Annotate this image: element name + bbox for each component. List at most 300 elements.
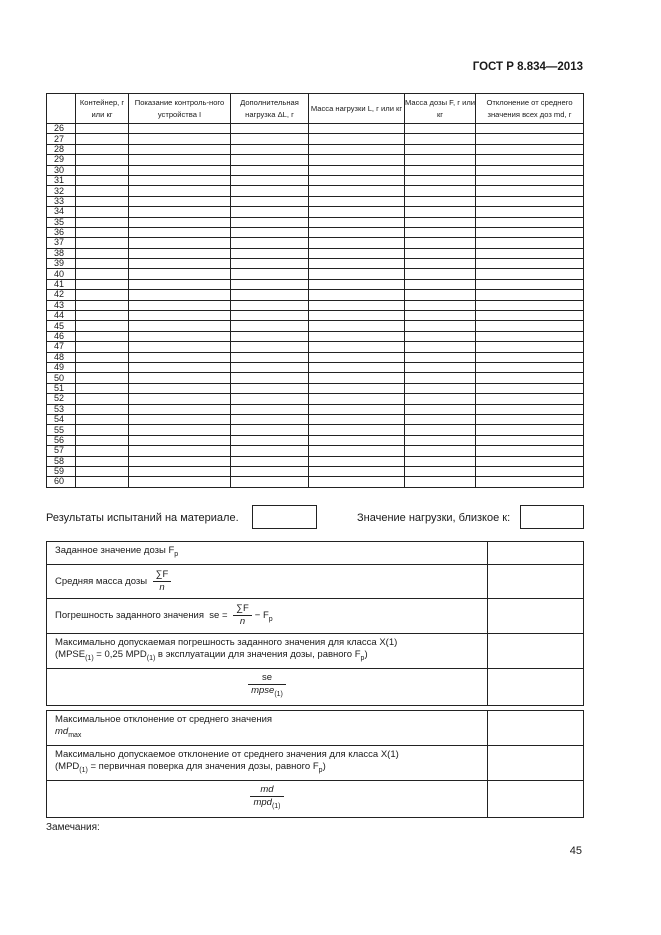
- table-cell[interactable]: [76, 290, 129, 300]
- row-number: 43: [47, 300, 76, 310]
- material-input-box[interactable]: [252, 505, 317, 529]
- table-cell[interactable]: [129, 196, 231, 206]
- value-cell[interactable]: [488, 598, 584, 633]
- table-cell[interactable]: [405, 134, 476, 144]
- table-cell[interactable]: [129, 227, 231, 237]
- table-cell[interactable]: [231, 331, 309, 341]
- table-cell[interactable]: [231, 404, 309, 414]
- table-cell[interactable]: [405, 290, 476, 300]
- table-cell[interactable]: [476, 207, 584, 217]
- table-cell[interactable]: [231, 134, 309, 144]
- table-cell[interactable]: [476, 311, 584, 321]
- table-row: [47, 425, 584, 435]
- table-cell[interactable]: [76, 124, 129, 134]
- table-row: [47, 456, 584, 466]
- table-row: [47, 466, 584, 476]
- table-row: [47, 633, 584, 668]
- table-cell[interactable]: [309, 446, 405, 456]
- table-row: [47, 269, 584, 279]
- table-cell[interactable]: [476, 155, 584, 165]
- table-cell[interactable]: [476, 248, 584, 258]
- table-cell[interactable]: [76, 217, 129, 227]
- table-cell[interactable]: [231, 477, 309, 487]
- table-cell[interactable]: [231, 227, 309, 237]
- table-cell[interactable]: [476, 134, 584, 144]
- table-cell[interactable]: [76, 456, 129, 466]
- table-row: [47, 745, 584, 780]
- table-cell[interactable]: [129, 414, 231, 424]
- table-cell[interactable]: [405, 300, 476, 310]
- table-row: [47, 564, 584, 598]
- table-cell[interactable]: [76, 259, 129, 269]
- table-cell[interactable]: [476, 394, 584, 404]
- row-number: 36: [47, 227, 76, 237]
- table-cell[interactable]: [309, 466, 405, 476]
- table-cell[interactable]: [129, 124, 231, 134]
- table-cell[interactable]: [129, 155, 231, 165]
- table-cell[interactable]: [129, 321, 231, 331]
- table-cell[interactable]: [76, 300, 129, 310]
- table-cell[interactable]: [309, 238, 405, 248]
- table-cell[interactable]: [76, 414, 129, 424]
- table-row: [47, 331, 584, 341]
- table-row: [47, 383, 584, 393]
- notes-label: Замечания:: [46, 822, 100, 833]
- table-cell[interactable]: [405, 196, 476, 206]
- row-number: 44: [47, 311, 76, 321]
- table-cell[interactable]: [309, 144, 405, 154]
- table-cell[interactable]: [476, 331, 584, 341]
- table-cell[interactable]: [76, 394, 129, 404]
- value-cell[interactable]: [488, 633, 584, 668]
- table-cell[interactable]: [76, 373, 129, 383]
- table-row: [47, 352, 584, 362]
- table-row: [47, 165, 584, 175]
- table-cell[interactable]: [231, 165, 309, 175]
- table-cell[interactable]: [76, 425, 129, 435]
- table-cell[interactable]: [76, 196, 129, 206]
- table-cell[interactable]: [405, 446, 476, 456]
- table-cell[interactable]: [476, 175, 584, 185]
- row-number: 45: [47, 321, 76, 331]
- table-cell[interactable]: [129, 383, 231, 393]
- table-cell[interactable]: [76, 134, 129, 144]
- table-cell[interactable]: [476, 217, 584, 227]
- table-cell[interactable]: [76, 279, 129, 289]
- row-number: 46: [47, 331, 76, 341]
- table-cell[interactable]: [231, 466, 309, 476]
- table-cell[interactable]: [76, 238, 129, 248]
- table-cell[interactable]: [129, 259, 231, 269]
- table-cell[interactable]: [309, 477, 405, 487]
- table-cell[interactable]: [231, 207, 309, 217]
- row-number: 29: [47, 155, 76, 165]
- table-cell[interactable]: [476, 456, 584, 466]
- table-cell[interactable]: [231, 144, 309, 154]
- table-cell[interactable]: [405, 352, 476, 362]
- table-cell[interactable]: [405, 248, 476, 258]
- value-cell[interactable]: [488, 711, 584, 746]
- table-cell[interactable]: [476, 477, 584, 487]
- table-cell[interactable]: [231, 311, 309, 321]
- table-cell[interactable]: [309, 300, 405, 310]
- table-cell[interactable]: [405, 477, 476, 487]
- table-cell[interactable]: [309, 124, 405, 134]
- table-cell[interactable]: [76, 435, 129, 445]
- table-cell[interactable]: [309, 404, 405, 414]
- table-cell[interactable]: [129, 207, 231, 217]
- table-cell[interactable]: [129, 342, 231, 352]
- table-cell[interactable]: [405, 238, 476, 248]
- table-row: [47, 217, 584, 227]
- table-cell[interactable]: [405, 373, 476, 383]
- table-cell[interactable]: [309, 186, 405, 196]
- row-number: 38: [47, 248, 76, 258]
- table-cell[interactable]: [476, 144, 584, 154]
- table-cell[interactable]: [76, 155, 129, 165]
- table-row: [47, 321, 584, 331]
- table-cell[interactable]: [231, 352, 309, 362]
- table-cell[interactable]: [129, 134, 231, 144]
- table-cell[interactable]: [309, 269, 405, 279]
- table-cell[interactable]: [231, 175, 309, 185]
- row-number: 37: [47, 238, 76, 248]
- table-cell[interactable]: [309, 394, 405, 404]
- row-number: 30: [47, 165, 76, 175]
- table-cell[interactable]: [129, 477, 231, 487]
- table-cell[interactable]: [129, 446, 231, 456]
- table-cell[interactable]: [129, 175, 231, 185]
- table-cell[interactable]: [405, 124, 476, 134]
- row-number: 26: [47, 124, 76, 134]
- table-cell[interactable]: [231, 238, 309, 248]
- row-number: 51: [47, 383, 76, 393]
- table-cell[interactable]: [476, 227, 584, 237]
- table-cell[interactable]: [476, 321, 584, 331]
- table-row: [47, 780, 584, 817]
- se-over-mpse-formula: $\frac{se}{mpse_{(1)}}$: [248, 672, 286, 701]
- results-material-label: Результаты испытаний на материале.: [46, 512, 239, 524]
- table-cell[interactable]: [309, 279, 405, 289]
- table-row: [47, 134, 584, 144]
- table-cell[interactable]: [309, 155, 405, 165]
- table-cell[interactable]: [309, 290, 405, 300]
- table-cell[interactable]: [405, 394, 476, 404]
- table-cell[interactable]: [231, 124, 309, 134]
- table-cell[interactable]: [405, 279, 476, 289]
- table-cell[interactable]: [476, 290, 584, 300]
- table-cell[interactable]: [231, 342, 309, 352]
- table-cell[interactable]: [476, 300, 584, 310]
- document-id: ГОСТ Р 8.834—2013: [472, 61, 583, 73]
- load-input-box[interactable]: [520, 505, 584, 529]
- table-cell[interactable]: [129, 217, 231, 227]
- table-cell[interactable]: [476, 362, 584, 372]
- row-number: 53: [47, 404, 76, 414]
- value-cell[interactable]: [488, 564, 584, 598]
- table-cell[interactable]: [129, 352, 231, 362]
- col-header-container: Контейнер, г или кг: [76, 94, 129, 124]
- table-cell[interactable]: [231, 425, 309, 435]
- table-row: [47, 279, 584, 289]
- table-row: [47, 342, 584, 352]
- table-cell[interactable]: [309, 175, 405, 185]
- table-cell[interactable]: [76, 383, 129, 393]
- col-header-indicator: Показание контроль-ного устройства I: [129, 94, 231, 124]
- table-cell[interactable]: [231, 186, 309, 196]
- table-cell[interactable]: [309, 196, 405, 206]
- table-cell[interactable]: [476, 259, 584, 269]
- table-row: [47, 300, 584, 310]
- table-cell[interactable]: [129, 279, 231, 289]
- table-row: [47, 186, 584, 196]
- value-cell[interactable]: [488, 668, 584, 705]
- table-cell[interactable]: [76, 321, 129, 331]
- table-cell[interactable]: [231, 269, 309, 279]
- table-cell[interactable]: [309, 425, 405, 435]
- table-cell[interactable]: [309, 217, 405, 227]
- row-number: 48: [47, 352, 76, 362]
- table-cell[interactable]: [405, 165, 476, 175]
- table-row: [47, 477, 584, 487]
- table-cell[interactable]: [309, 352, 405, 362]
- table-cell[interactable]: [76, 227, 129, 237]
- table-row: [47, 668, 584, 705]
- table-cell[interactable]: [476, 435, 584, 445]
- value-cell[interactable]: [488, 745, 584, 780]
- table-cell[interactable]: [129, 394, 231, 404]
- dose-error-table: [46, 541, 584, 706]
- table-cell[interactable]: [476, 269, 584, 279]
- table-cell[interactable]: [405, 175, 476, 185]
- table-cell[interactable]: [476, 466, 584, 476]
- table-cell[interactable]: [231, 279, 309, 289]
- table-cell[interactable]: [405, 425, 476, 435]
- table-cell[interactable]: [476, 383, 584, 393]
- table-cell[interactable]: [231, 155, 309, 165]
- table-cell[interactable]: [76, 175, 129, 185]
- table-cell[interactable]: [309, 435, 405, 445]
- table-cell[interactable]: [129, 144, 231, 154]
- table-row: [47, 542, 584, 565]
- table-cell[interactable]: [129, 425, 231, 435]
- table-cell[interactable]: [405, 404, 476, 414]
- table-cell[interactable]: [231, 196, 309, 206]
- table-cell[interactable]: [476, 124, 584, 134]
- table-row: [47, 144, 584, 154]
- table-cell[interactable]: [476, 373, 584, 383]
- table-cell[interactable]: [405, 144, 476, 154]
- table-row: [47, 248, 584, 258]
- table-cell[interactable]: [405, 155, 476, 165]
- table-cell[interactable]: [476, 446, 584, 456]
- table-cell[interactable]: [476, 279, 584, 289]
- table-cell[interactable]: [476, 196, 584, 206]
- table-cell[interactable]: [309, 362, 405, 372]
- table-cell[interactable]: [476, 186, 584, 196]
- table-row: [47, 711, 584, 746]
- table-cell[interactable]: [231, 456, 309, 466]
- col-header-deviation: Отклонение от среднего значения всех доз md, г: [476, 94, 584, 124]
- table-cell[interactable]: [231, 259, 309, 269]
- table-cell[interactable]: [231, 321, 309, 331]
- table-cell[interactable]: [405, 227, 476, 237]
- table-cell[interactable]: [129, 269, 231, 279]
- table-cell[interactable]: [129, 404, 231, 414]
- table-cell[interactable]: [309, 248, 405, 258]
- table-cell[interactable]: [129, 373, 231, 383]
- table-cell[interactable]: [129, 186, 231, 196]
- table-cell[interactable]: [231, 446, 309, 456]
- table-cell[interactable]: [405, 331, 476, 341]
- table-cell[interactable]: [405, 456, 476, 466]
- table-cell[interactable]: [76, 362, 129, 372]
- table-cell[interactable]: [231, 217, 309, 227]
- row-number: 56: [47, 435, 76, 445]
- table-cell[interactable]: [231, 383, 309, 393]
- avg-mass-cell: Средняя масса дозы $\frac{\sum F}{n}$: [47, 564, 488, 598]
- table-cell[interactable]: [129, 331, 231, 341]
- md-over-mpd-formula: $\frac{md}{mpd_{(1)}}$: [250, 784, 283, 813]
- table-cell[interactable]: [309, 259, 405, 269]
- table-row: [47, 155, 584, 165]
- table-row: [47, 124, 584, 134]
- sum-f-over-n-formula: $\frac{\sum F}{n}$: [153, 569, 172, 594]
- table-cell[interactable]: [476, 238, 584, 248]
- table-cell[interactable]: [309, 331, 405, 341]
- table-row: [47, 227, 584, 237]
- row-number: 42: [47, 290, 76, 300]
- table-cell[interactable]: [76, 352, 129, 362]
- table-cell[interactable]: [76, 144, 129, 154]
- md-max-cell: Максимальное отклонение от среднего значения $md_{max}$: [47, 711, 488, 746]
- ratio-md-cell: [47, 780, 488, 817]
- table-cell[interactable]: [405, 259, 476, 269]
- mpd-cell: Максимально допускаемое отклонение от среднего значения для класса X(1) ($MPD_{(1)}$ = первичная поверка для значения дозы, равного $F_р$): [47, 745, 488, 780]
- table-cell[interactable]: [76, 446, 129, 456]
- table-cell[interactable]: [309, 456, 405, 466]
- table-cell[interactable]: [231, 300, 309, 310]
- table-cell[interactable]: [231, 248, 309, 258]
- table-cell[interactable]: [309, 311, 405, 321]
- table-cell[interactable]: [129, 456, 231, 466]
- ratio-se-cell: [47, 668, 488, 705]
- table-cell[interactable]: [231, 290, 309, 300]
- table-cell[interactable]: [76, 248, 129, 258]
- row-number: 52: [47, 394, 76, 404]
- deviation-table: [46, 710, 584, 818]
- table-cell[interactable]: [76, 207, 129, 217]
- table-cell[interactable]: [76, 477, 129, 487]
- table-row: [47, 446, 584, 456]
- table-cell[interactable]: [476, 404, 584, 414]
- table-cell[interactable]: [129, 290, 231, 300]
- table-cell[interactable]: [309, 414, 405, 424]
- table-cell[interactable]: [76, 342, 129, 352]
- table-cell[interactable]: [309, 227, 405, 237]
- table-cell[interactable]: [231, 394, 309, 404]
- table-cell[interactable]: [405, 466, 476, 476]
- table-cell[interactable]: [309, 321, 405, 331]
- table-cell[interactable]: [129, 435, 231, 445]
- table-row: [47, 598, 584, 633]
- table-row: [47, 435, 584, 445]
- se-formula: $\frac{\sum F}{n}$: [233, 603, 252, 628]
- table-cell[interactable]: [76, 466, 129, 476]
- row-number: 60: [47, 477, 76, 487]
- table-row: [47, 238, 584, 248]
- table-cell[interactable]: [129, 466, 231, 476]
- col-header-dose-mass: Масса дозы F, г или кг: [405, 94, 476, 124]
- table-cell[interactable]: [405, 311, 476, 321]
- table-row: [47, 414, 584, 424]
- table-cell[interactable]: [231, 362, 309, 372]
- table-cell[interactable]: [405, 269, 476, 279]
- table-cell[interactable]: [405, 435, 476, 445]
- table-cell[interactable]: [476, 425, 584, 435]
- load-value-label: Значение нагрузки, близкое к:: [357, 512, 511, 524]
- table-cell[interactable]: [405, 342, 476, 352]
- table-cell[interactable]: [129, 238, 231, 248]
- table-cell[interactable]: [231, 373, 309, 383]
- table-cell[interactable]: [405, 362, 476, 372]
- table-cell[interactable]: [231, 435, 309, 445]
- table-cell[interactable]: [76, 186, 129, 196]
- row-number: 59: [47, 466, 76, 476]
- row-number: 33: [47, 196, 76, 206]
- table-cell[interactable]: [309, 342, 405, 352]
- table-cell[interactable]: [76, 165, 129, 175]
- table-cell[interactable]: [309, 134, 405, 144]
- error-cell: Погрешность заданного значения se = $\frac{\sum F}{n}$ − $F_р$: [47, 598, 488, 633]
- value-cell[interactable]: [488, 780, 584, 817]
- table-cell[interactable]: [76, 269, 129, 279]
- table-cell[interactable]: [405, 186, 476, 196]
- table-cell[interactable]: [129, 311, 231, 321]
- table-cell[interactable]: [129, 362, 231, 372]
- table-cell[interactable]: [129, 165, 231, 175]
- table-row: [47, 207, 584, 217]
- table-cell[interactable]: [405, 383, 476, 393]
- table-cell[interactable]: [405, 207, 476, 217]
- table-cell[interactable]: [405, 217, 476, 227]
- table-cell[interactable]: [476, 352, 584, 362]
- table-row: [47, 362, 584, 372]
- table-cell[interactable]: [405, 321, 476, 331]
- table-cell[interactable]: [231, 414, 309, 424]
- col-header-extra-load: Дополнительная нагрузка ΔL, г: [231, 94, 309, 124]
- table-cell[interactable]: [309, 165, 405, 175]
- row-number: 58: [47, 456, 76, 466]
- table-cell[interactable]: [309, 383, 405, 393]
- table-cell[interactable]: [309, 373, 405, 383]
- table-cell[interactable]: [309, 207, 405, 217]
- row-number: 50: [47, 373, 76, 383]
- table-cell[interactable]: [129, 248, 231, 258]
- table-cell[interactable]: [476, 342, 584, 352]
- table-cell[interactable]: [76, 311, 129, 321]
- table-row: [47, 259, 584, 269]
- table-cell[interactable]: [405, 414, 476, 424]
- table-cell[interactable]: [476, 414, 584, 424]
- table-cell[interactable]: [476, 165, 584, 175]
- table-cell[interactable]: [76, 404, 129, 414]
- table-cell[interactable]: [129, 300, 231, 310]
- row-number: 41: [47, 279, 76, 289]
- row-number: 32: [47, 186, 76, 196]
- value-cell[interactable]: [488, 542, 584, 565]
- table-cell[interactable]: [76, 331, 129, 341]
